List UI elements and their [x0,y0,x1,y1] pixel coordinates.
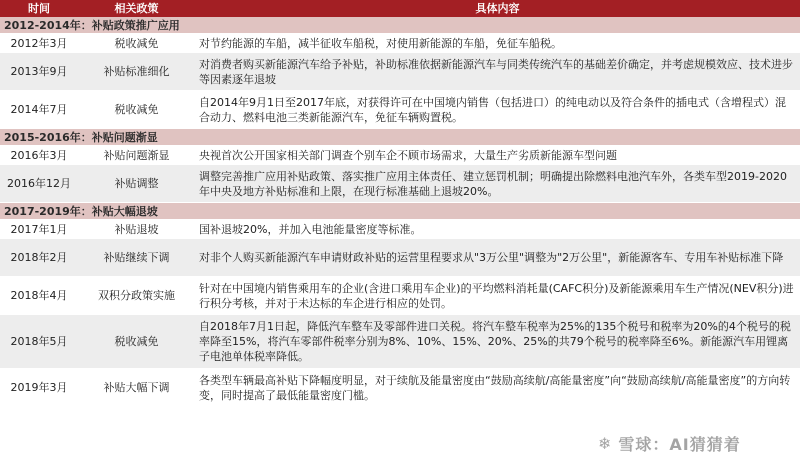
table-row [0,165,800,203]
row-date: 2018年2月 [0,239,78,277]
table-row [0,369,800,407]
row-policy: 税收减免 [78,34,195,53]
row-policy: 补贴标准细化 [78,53,195,91]
table-row [0,53,800,91]
row-content: 央视首次公开国家相关部门调查个别车企不顾市场需求，大量生产劣质新能源车型问题 [195,146,800,165]
row-date: 2018年5月 [0,315,78,369]
row-date: 2018年4月 [0,277,78,315]
row-content: 对节约能源的车船，减半征收车船税，对使用新能源的车船，免征车船税。 [195,34,800,53]
row-policy: 补贴问题渐显 [78,146,195,165]
table-row [0,34,800,53]
row-date: 2016年12月 [0,165,78,203]
header-row [0,0,800,17]
row-date: 2016年3月 [0,146,78,165]
row-date: 2017年1月 [0,220,78,239]
header-content: 具体内容 [195,0,800,17]
header-policy: 相关政策 [78,0,195,17]
section-header [0,129,800,146]
row-policy: 补贴调整 [78,165,195,203]
row-policy: 补贴退坡 [78,220,195,239]
row-content: 针对在中国境内销售乘用车的企业(含进口乘用车企业)的平均燃料消耗量(CAFC积分)及新能源乘用车生产情况(NEV积分)进行积分考核，并对于未达标的车企进行相应的处罚。 [195,277,800,315]
watermark [598,428,798,458]
table-row [0,91,800,129]
row-content: 自2014年9月1日至2017年底，对获得许可在中国境内销售（包括进口）的纯电动以及符合条件的插电式（含增程式）混合动力、燃料电池三类新能源汽车，免征车辆购置税。 [195,91,800,129]
row-policy: 税收减免 [78,315,195,369]
watermark-text: 雪球：AI猜猜着 [618,434,741,454]
row-policy: 补贴继续下调 [78,239,195,277]
row-content: 对消费者购买新能源汽车给予补贴，补助标准依据新能源汽车与同类传统汽车的基础差价确定，并考虑规模效应、技术进步等因素逐年退坡 [195,53,800,91]
table-row [0,315,800,369]
row-content: 国补退坡20%，并加入电池能量密度等标准。 [195,220,800,239]
row-policy: 税收减免 [78,91,195,129]
section-title: 2015-2016年：补贴问题渐显 [0,129,800,146]
row-date: 2019年3月 [0,369,78,407]
snowball-logo-icon: ❄ [598,433,613,453]
row-content: 自2018年7月1日起，降低汽车整车及零部件进口关税。将汽车整车税率为25%的135个税号和税率为20%的4个税号的税率降至15%，将汽车零部件税率分别为8%、10%、15%、20%、25%的共79个税号的税率降至6%。新能源汽车用锂离子电池单体税率降低。 [195,315,800,369]
row-content: 调整完善推广应用补贴政策、落实推广应用主体责任、建立惩罚机制；明确提出除燃料电池汽车外，各类车型2019-2020年中央及地方补贴标准和上限，在现行标准基础上退坡20%。 [195,165,800,203]
header-date: 时间 [0,0,78,17]
row-date: 2014年7月 [0,91,78,129]
section-title: 2012-2014年：补贴政策推广应用 [0,17,800,34]
table-row [0,239,800,277]
row-content: 各类型车辆最高补贴下降幅度明显，对于续航及能量密度由“鼓励高续航/高能量密度”向“鼓励高续航/高能量密度”的方向转变，同时提高了最低能量密度门槛。 [195,369,800,407]
row-content: 对非个人购买新能源汽车申请财政补贴的运营里程要求从"3万公里"调整为"2万公里"，新能源客车、专用车补贴标准下降 [195,239,800,277]
row-date: 2013年9月 [0,53,78,91]
section-title: 2017-2019年：补贴大幅退坡 [0,203,800,220]
table-row [0,146,800,165]
table-row [0,220,800,239]
row-policy: 双积分政策实施 [78,277,195,315]
row-policy: 补贴大幅下调 [78,369,195,407]
section-header [0,203,800,220]
row-date: 2012年3月 [0,34,78,53]
table-row [0,277,800,315]
section-header [0,17,800,34]
